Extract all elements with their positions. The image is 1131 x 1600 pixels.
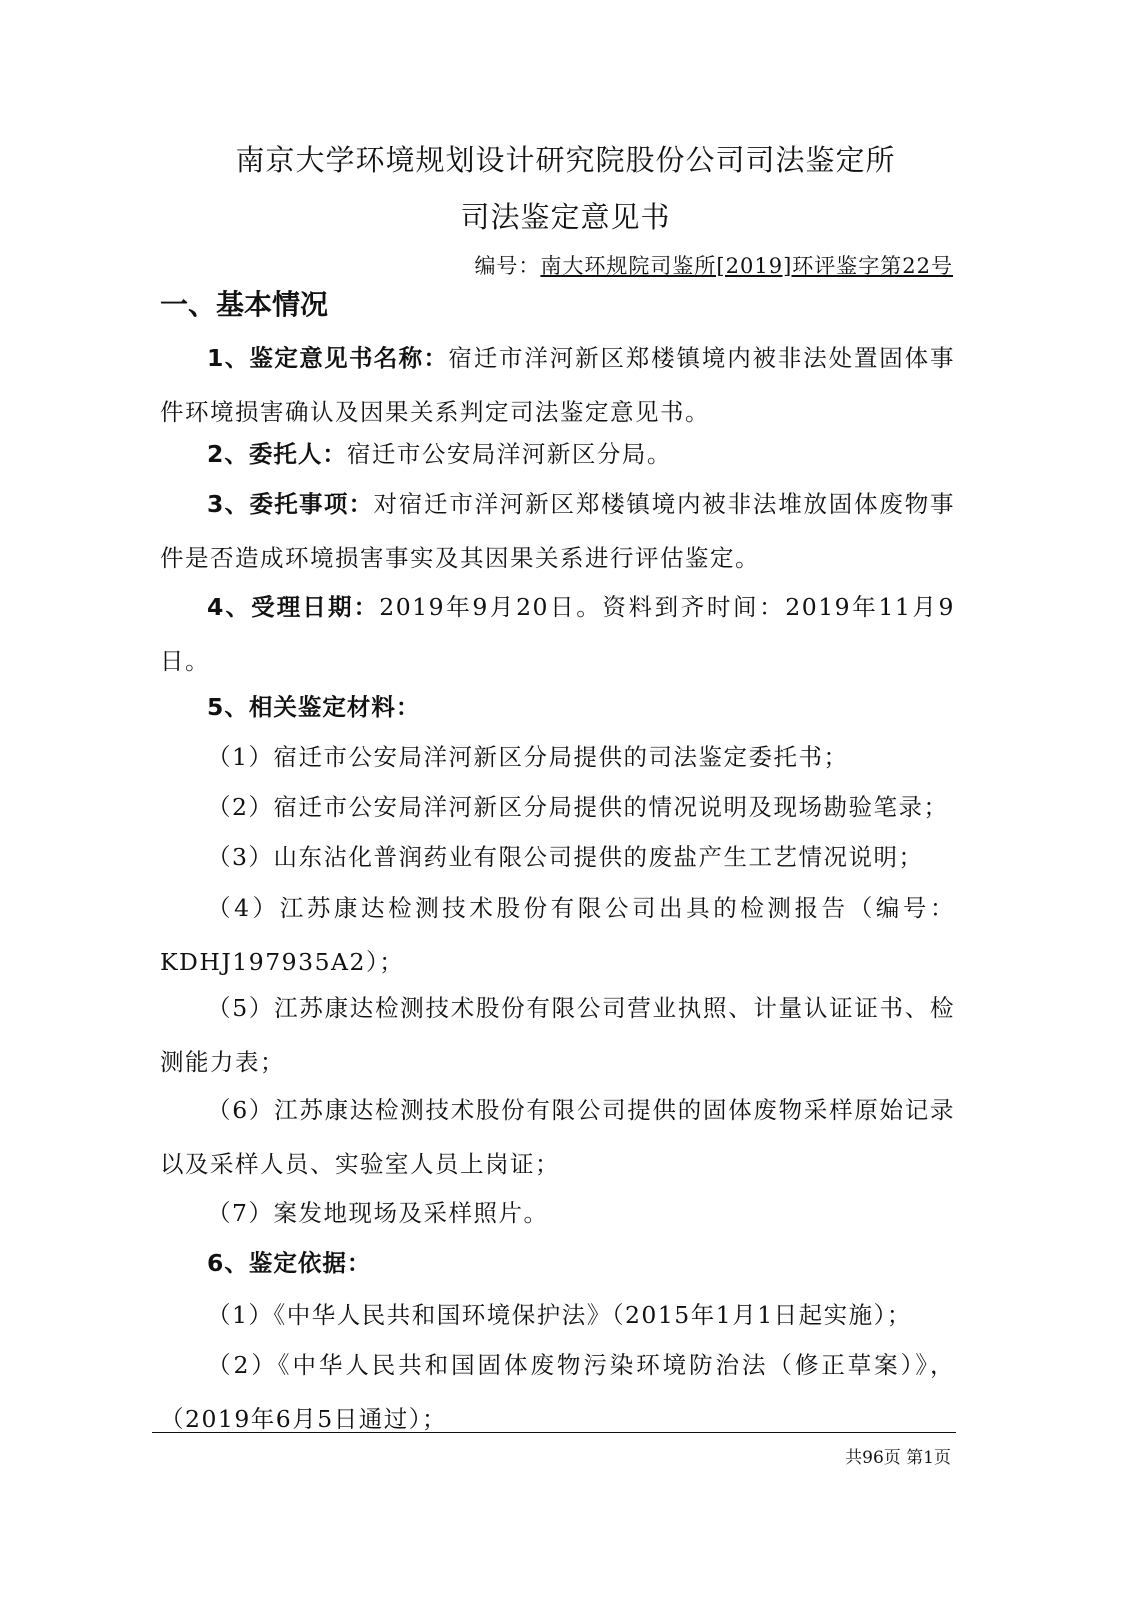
item-label: 1、鉴定意见书名称： (207, 344, 449, 372)
item-label: 3、委托事项： (207, 490, 374, 518)
item-label: 4、受理日期： (207, 593, 380, 621)
item-client (160, 427, 955, 481)
item-label: 6、鉴定依据： (207, 1249, 372, 1277)
item-materials-heading (160, 680, 955, 734)
document-number-value: 南大环规院司鉴所[2019]环评鉴字第22号 (540, 254, 953, 278)
item-text: 对宿迁市洋河新区郑楼镇境内被非法堆放固体废物事件是否造成环境损害事实及其因果关系进行评估鉴定。 (160, 490, 955, 572)
document-number (474, 250, 953, 280)
item-label: 5、相关鉴定材料： (207, 693, 421, 721)
page-number: 共96页 第1页 (845, 1448, 951, 1468)
material-item: （2）宿迁市公安局洋河新区分局提供的情况说明及现场勘验笔录； (207, 793, 949, 821)
footer-divider (152, 1432, 956, 1433)
item-basis-heading (160, 1236, 955, 1290)
document-title: 司法鉴定意见书 (460, 200, 671, 234)
material-item: （1）宿迁市公安局洋河新区分局提供的司法鉴定委托书； (207, 743, 849, 771)
basis-item: （1）《中华人民共和国环境保护法》（2015年1月1日起实施）； (207, 1301, 912, 1329)
material-item: （7）案发地现场及采样照片。 (207, 1199, 549, 1227)
item-entrusted-matters (160, 477, 955, 585)
item-report-name (160, 331, 955, 439)
basis-item: （2）《中华人民共和国固体废物污染环境防治法（修正草案）》，（2019年6月5日通过）； (160, 1351, 955, 1433)
item-text: 宿迁市洋河新区郑楼镇境内被非法处置固体事件环境损害确认及因果关系判定司法鉴定意见书。 (160, 344, 956, 426)
item-label: 2、委托人： (207, 440, 347, 468)
document-number-label: 编号： (474, 254, 541, 278)
item-text: 2019年9月20日。资料到齐时间：2019年11月9日。 (160, 593, 955, 675)
material-item: （4）江苏康达检测技术股份有限公司出具的检测报告（编号：KDHJ197935A2）； (160, 894, 955, 976)
material-item: （5）江苏康达检测技术股份有限公司营业执照、计量认证证书、检测能力表； (160, 994, 955, 1076)
material-item: （6）江苏康达检测技术股份有限公司提供的固体废物采样原始记录以及采样人员、实验室人员上岗证； (160, 1096, 955, 1178)
item-acceptance-date (160, 580, 955, 688)
item-text: 宿迁市公安局洋河新区分局。 (346, 440, 672, 468)
material-item: （3）山东沾化普润药业有限公司提供的废盐产生工艺情况说明； (207, 843, 924, 871)
section-heading: 一、基本情况 (160, 288, 329, 321)
institution-title: 南京大学环境规划设计研究院股份公司司法鉴定所 (235, 143, 896, 177)
